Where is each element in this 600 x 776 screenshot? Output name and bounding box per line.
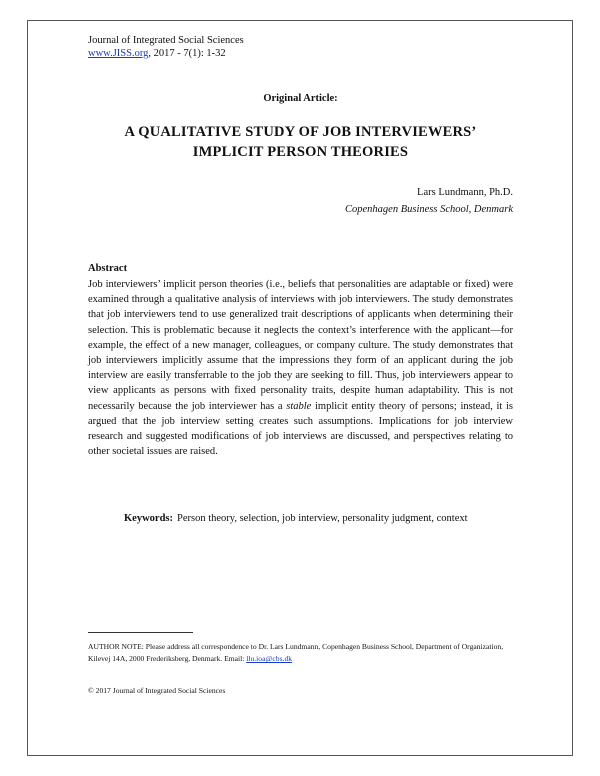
abstract-heading: Abstract [88, 263, 128, 274]
keywords-label: Keywords: [124, 513, 173, 524]
author-note-text: AUTHOR NOTE: Please address all correspondence to Dr. Lars Lundmann, Copenhagen Business School, Department of Organization, Kilevej 14A, 2000 Frederiksberg, Denmark. Email: [88, 642, 504, 663]
author-block [345, 184, 513, 218]
author-name: Lars Lundmann, Ph.D. [417, 187, 513, 198]
author-email-link[interactable]: llu.ioa@cbs.dk [246, 654, 293, 663]
footnote-divider [88, 632, 193, 633]
keywords-value: Person theory, selection, job interview, personality judgment, context [177, 513, 468, 524]
copyright-line: © 2017 Journal of Integrated Social Sciences [88, 686, 226, 695]
title-line-1: A QUALITATIVE STUDY OF JOB INTERVIEWERS’ [124, 124, 477, 140]
paper-page [88, 0, 513, 776]
abstract-text-1: Job interviewers’ implicit person theories (i.e., beliefs that personalities are adaptable or fixed) were examined through a qualitative analysis of interviews with job interviewers. The study demonstrates that job interviewers tend to use generalized trait descriptions of applicants when determining their selection. This is problematic because it neglects the context’s interference with the applicant—for example, the effect of a new manager, colleagues, or company culture. The study demonstrates that job interviewers implicitly assume that the impressions they form of an applicant during the job interview are easily transferrable to the job they are seeking to fill. Thus, job interviewers appear to view applicants as persons with fixed personality traits, despite human adaptability. This is not necessarily because the job interviewer has a [88, 279, 513, 412]
journal-header [88, 34, 244, 60]
abstract-italic-word: stable [286, 400, 312, 412]
author-affiliation: Copenhagen Business School, Denmark [345, 204, 513, 215]
article-type: Original Article: [263, 93, 338, 104]
abstract-body [88, 277, 513, 459]
keywords-line [124, 513, 468, 524]
journal-url-link[interactable]: www.JISS.org [88, 48, 149, 59]
paper-title [88, 122, 513, 162]
title-line-2: IMPLICIT PERSON THEORIES [192, 144, 409, 160]
journal-citation: , 2017 - 7(1): 1-32 [148, 48, 226, 59]
journal-name: Journal of Integrated Social Sciences [88, 35, 244, 46]
abstract-text-2: implicit entity theory of persons; instead, it is argued that the job interview setting creates such assumptions. Implications for job interview research and suggested modifications of job interviews are discussed, and perspectives relating to other societal issues are raised. [88, 400, 513, 458]
author-note [88, 641, 513, 665]
journal-citation-line [88, 47, 244, 60]
